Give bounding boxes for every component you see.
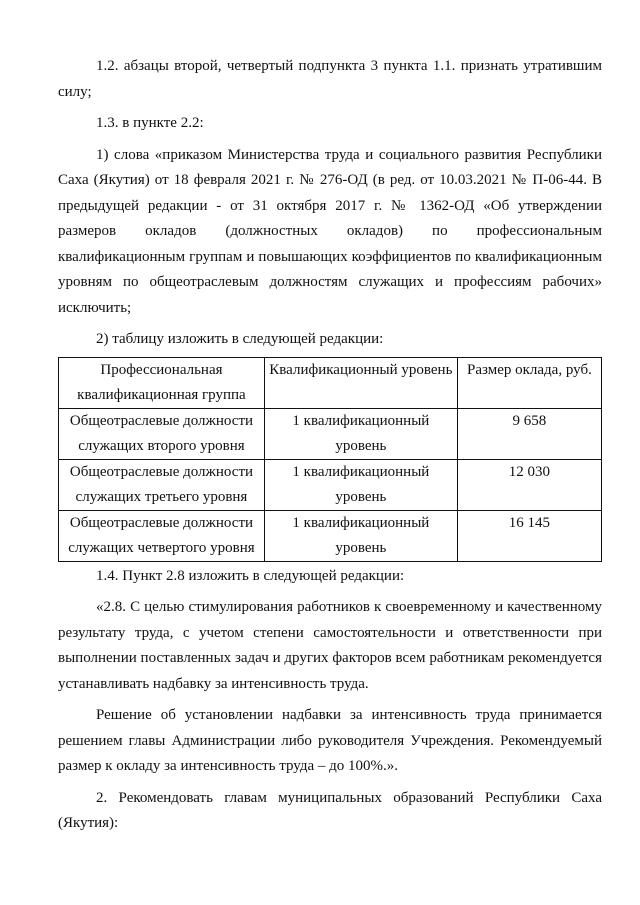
cell-salary: 12 030 bbox=[457, 459, 601, 510]
cell-level: 1 квалификационный уровень bbox=[264, 408, 457, 459]
cell-group: Общеотраслевые должности служащих второго уровня bbox=[59, 408, 265, 459]
paragraph-1-4: 1.4. Пункт 2.8 изложить в следующей редакции: bbox=[96, 567, 405, 584]
paragraph-2: 2. Рекомендовать главам муниципальных образований Республики Саха (Якутия): bbox=[58, 789, 602, 831]
cell-salary: 9 658 bbox=[457, 408, 601, 459]
salary-table bbox=[58, 357, 602, 562]
table-row bbox=[59, 408, 602, 459]
paragraph-1-2: 1.2. абзацы второй, четвертый подпункта 3 пункта 1.1. признать утратившим силу; bbox=[58, 58, 602, 100]
paragraph-1-3-item-2: 2) таблицу изложить в следующей редакции: bbox=[96, 331, 384, 347]
paragraph-2-8-text: «2.8. С целью стимулирования работников к своевременному и качественному результату труда, с учетом степени самостоятельности и ответственности при выполнении поставленных задач и других факторов всем работникам рекомендуется устанавливать надбавку за интенсивность труда. bbox=[58, 599, 602, 692]
header-salary-amount: Размер оклада, руб. bbox=[457, 357, 601, 408]
table-row bbox=[59, 459, 602, 510]
cell-salary: 16 145 bbox=[457, 510, 601, 561]
header-qualification-group: Профессиональная квалификационная группа bbox=[59, 357, 265, 408]
cell-level: 1 квалификационный уровень bbox=[264, 459, 457, 510]
cell-group: Общеотраслевые должности служащих четвертого уровня bbox=[59, 510, 265, 561]
paragraph-2-8-decision: Решение об установлении надбавки за интенсивность труда принимается решением главы Администрации либо руководителя Учреждения. Рекомендуемый размер к окладу за интенсивность труда – до 100%.». bbox=[58, 707, 602, 774]
cell-group: Общеотраслевые должности служащих третьего уровня bbox=[59, 459, 265, 510]
header-qualification-level: Квалификационный уровень bbox=[264, 357, 457, 408]
cell-level: 1 квалификационный уровень bbox=[264, 510, 457, 561]
table-row bbox=[59, 510, 602, 561]
paragraph-1-3: 1.3. в пункте 2.2: bbox=[96, 115, 204, 131]
paragraph-1-3-item-1: 1) слова «приказом Министерства труда и социального развития Республики Саха (Якутия) от 18 февраля 2021 г. № 276-ОД (в ред. от 10.03.2021 № П-06-44. В предыдущей редакции - от 31 октября 2017 г. № 1362-ОД «Об утверждении размеров окладов (должностных окладов) по профессиональным квалификационным группам и повышающих коэффициентов по квалификационным уровням по общеотраслевым должностям служащих и профессиям рабочих» исключить; bbox=[58, 146, 602, 316]
table-header-row bbox=[59, 357, 602, 408]
